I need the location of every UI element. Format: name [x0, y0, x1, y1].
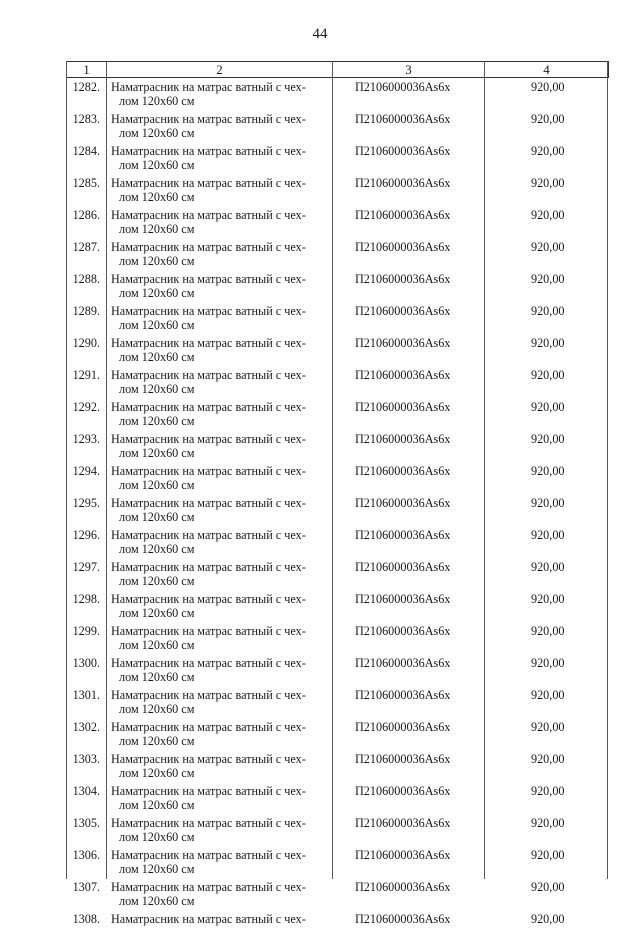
- item-price: 920,00: [485, 750, 609, 782]
- item-price: 920,00: [485, 878, 609, 910]
- row-number: 1287.: [67, 238, 107, 270]
- item-code: П2106000036Аs6х: [333, 622, 485, 654]
- item-name-line-1: Наматрасник на матрас ватный с чех-: [111, 624, 306, 638]
- column-header-3: 3: [333, 62, 485, 78]
- item-name-line-1: Наматрасник на матрас ватный с чех-: [111, 560, 306, 574]
- item-code: П2106000036Аs6х: [333, 526, 485, 558]
- item-price: 920,00: [485, 686, 609, 718]
- item-code: П2106000036Аs6х: [333, 590, 485, 622]
- item-name-line-2: лом 120х60 см: [111, 478, 332, 492]
- item-price: 920,00: [485, 206, 609, 238]
- item-name-line-1: Наматрасник на матрас ватный с чех-: [111, 784, 306, 798]
- table-row: [67, 558, 609, 590]
- item-name-line-2: лом 120х60 см: [111, 830, 332, 844]
- item-name-line-2: лом 120х60 см: [111, 190, 332, 204]
- item-price: 920,00: [485, 302, 609, 334]
- item-code: П2106000036Аs6х: [333, 686, 485, 718]
- item-name-line-2: лом 120х60 см: [111, 382, 332, 396]
- item-name-line-2: лом 120х60 см: [111, 286, 332, 300]
- item-code: П2106000036Аs6х: [333, 718, 485, 750]
- column-header-4: 4: [485, 62, 609, 78]
- row-number: 1292.: [67, 398, 107, 430]
- item-price: 920,00: [485, 174, 609, 206]
- item-name: [107, 270, 333, 302]
- item-price: 920,00: [485, 558, 609, 590]
- row-number: 1296.: [67, 526, 107, 558]
- item-name-line-2: лом 120х60 см: [111, 446, 332, 460]
- item-price: 920,00: [485, 846, 609, 878]
- row-number: 1306.: [67, 846, 107, 878]
- item-name: [107, 814, 333, 846]
- item-name: [107, 430, 333, 462]
- column-header-2: 2: [107, 62, 333, 78]
- item-code: П2106000036Аs6х: [333, 206, 485, 238]
- item-name-line-2: лом 120х60 см: [111, 574, 332, 588]
- item-price: 920,00: [485, 718, 609, 750]
- item-name-line-1: Наматрасник на матрас ватный с чех-: [111, 80, 306, 94]
- item-name: [107, 558, 333, 590]
- item-price: 920,00: [485, 782, 609, 814]
- item-name: [107, 718, 333, 750]
- item-name-line-2: лом 120х60 см: [111, 222, 332, 236]
- item-name-line-2: лом 120х60 см: [111, 318, 332, 332]
- item-price: 920,00: [485, 462, 609, 494]
- item-name-line-1: Наматрасник на матрас ватный с чех-: [111, 816, 306, 830]
- item-name-line-2: лом 120х60 см: [111, 254, 332, 268]
- row-number: 1293.: [67, 430, 107, 462]
- item-price: 920,00: [485, 270, 609, 302]
- table-row: [67, 238, 609, 270]
- item-price: 920,00: [485, 110, 609, 142]
- item-name-line-2: лом 120х60 см: [111, 510, 332, 524]
- table-row: [67, 622, 609, 654]
- row-number: 1283.: [67, 110, 107, 142]
- item-price: 920,00: [485, 910, 609, 942]
- item-name-line-2: лом 120х60 см: [111, 542, 332, 556]
- item-code: П2106000036Аs6х: [333, 430, 485, 462]
- row-number: 1295.: [67, 494, 107, 526]
- table-row: [67, 334, 609, 366]
- item-price: 920,00: [485, 622, 609, 654]
- item-name-line-2: лом 120х60 см: [111, 862, 332, 876]
- table-row: [67, 366, 609, 398]
- item-name-line-1: Наматрасник на матрас ватный с чех-: [111, 528, 306, 542]
- row-number: 1290.: [67, 334, 107, 366]
- item-name-line-1: Наматрасник на матрас ватный с чех-: [111, 368, 306, 382]
- item-price: 920,00: [485, 654, 609, 686]
- item-name: [107, 142, 333, 174]
- item-name-line-2: лом 120х60 см: [111, 798, 332, 812]
- item-name-line-2: лом 120х60 см: [111, 766, 332, 780]
- table-row: [67, 302, 609, 334]
- item-name: [107, 462, 333, 494]
- item-name-line-1: Наматрасник на матрас ватный с чех-: [111, 176, 306, 190]
- item-name: [107, 526, 333, 558]
- item-name-line-1: Наматрасник на матрас ватный с чех-: [111, 336, 306, 350]
- item-price: 920,00: [485, 590, 609, 622]
- item-name-line-1: Наматрасник на матрас ватный с чех-: [111, 432, 306, 446]
- item-name: [107, 590, 333, 622]
- table-row: [67, 686, 609, 718]
- row-number: 1288.: [67, 270, 107, 302]
- item-name-line-1: Наматрасник на матрас ватный с чех-: [111, 240, 306, 254]
- item-name-line-1: Наматрасник на матрас ватный с чех-: [111, 656, 306, 670]
- item-name: [107, 910, 333, 942]
- item-code: П2106000036Аs6х: [333, 366, 485, 398]
- item-code: П2106000036Аs6х: [333, 398, 485, 430]
- item-code: П2106000036Аs6х: [333, 878, 485, 910]
- item-name-line-1: Наматрасник на матрас ватный с чех-: [111, 688, 306, 702]
- table-row: [67, 270, 609, 302]
- item-name-line-2: лом 120х60 см: [111, 126, 332, 140]
- row-number: 1291.: [67, 366, 107, 398]
- row-number: 1308.: [67, 910, 107, 942]
- item-code: П2106000036Аs6х: [333, 174, 485, 206]
- item-name-line-1: Наматрасник на матрас ватный с чех-: [111, 496, 306, 510]
- table-row: [67, 782, 609, 814]
- item-name-line-1: Наматрасник на матрас ватный с чех-: [111, 848, 306, 862]
- table-row: [67, 430, 609, 462]
- item-name: [107, 238, 333, 270]
- item-name-line-1: Наматрасник на матрас ватный с чех-: [111, 304, 306, 318]
- row-number: 1305.: [67, 814, 107, 846]
- table-row: [67, 814, 609, 846]
- row-number: 1307.: [67, 878, 107, 910]
- item-code: П2106000036Аs6х: [333, 814, 485, 846]
- row-number: 1303.: [67, 750, 107, 782]
- item-code: П2106000036Аs6х: [333, 302, 485, 334]
- item-name-line-2: лом 120х60 см: [111, 638, 332, 652]
- row-number: 1286.: [67, 206, 107, 238]
- item-name-line-1: Наматрасник на матрас ватный с чех-: [111, 592, 306, 606]
- item-code: П2106000036Аs6х: [333, 110, 485, 142]
- item-price: 920,00: [485, 142, 609, 174]
- item-price: 920,00: [485, 366, 609, 398]
- item-name-line-2: лом 120х60 см: [111, 702, 332, 716]
- items-table: [66, 61, 609, 942]
- row-number: 1297.: [67, 558, 107, 590]
- item-price: 920,00: [485, 526, 609, 558]
- item-name: [107, 686, 333, 718]
- item-price: 920,00: [485, 334, 609, 366]
- item-name-line-1: Наматрасник на матрас ватный с чех-: [111, 880, 306, 894]
- item-name: [107, 782, 333, 814]
- item-name: [107, 366, 333, 398]
- item-name-line-2: лом 120х60 см: [111, 414, 332, 428]
- item-name: [107, 398, 333, 430]
- table-row: [67, 142, 609, 174]
- table-row: [67, 494, 609, 526]
- row-number: 1299.: [67, 622, 107, 654]
- item-name-line-1: Наматрасник на матрас ватный с чех-: [111, 400, 306, 414]
- row-number: 1294.: [67, 462, 107, 494]
- item-name-line-2: лом 120х60 см: [111, 894, 332, 908]
- table-header-row: [67, 62, 609, 78]
- item-code: П2106000036Аs6х: [333, 78, 485, 111]
- item-name: [107, 494, 333, 526]
- item-name-line-1: Наматрасник на матрас ватный с чех-: [111, 464, 306, 478]
- item-name-line-2: лом 120х60 см: [111, 670, 332, 684]
- table-row: [67, 718, 609, 750]
- item-name-line-2: лом 120х60 см: [111, 606, 332, 620]
- item-name-line-2: лом 120х60 см: [111, 734, 332, 748]
- item-name: [107, 846, 333, 878]
- item-code: П2106000036Аs6х: [333, 142, 485, 174]
- item-code: П2106000036Аs6х: [333, 270, 485, 302]
- row-number: 1301.: [67, 686, 107, 718]
- item-price: 920,00: [485, 398, 609, 430]
- item-name: [107, 78, 333, 111]
- item-code: П2106000036Аs6х: [333, 910, 485, 942]
- item-name: [107, 878, 333, 910]
- item-name-line-1: Наматрасник на матрас ватный с чех-: [111, 912, 306, 926]
- row-number: 1298.: [67, 590, 107, 622]
- item-name-line-1: Наматрасник на матрас ватный с чех-: [111, 112, 306, 126]
- item-price: 920,00: [485, 430, 609, 462]
- item-name: [107, 110, 333, 142]
- table-row: [67, 846, 609, 878]
- item-name: [107, 622, 333, 654]
- item-name: [107, 654, 333, 686]
- item-price: 920,00: [485, 78, 609, 111]
- item-name: [107, 334, 333, 366]
- item-name-line-1: Наматрасник на матрас ватный с чех-: [111, 208, 306, 222]
- item-code: П2106000036Аs6х: [333, 846, 485, 878]
- table-row: [67, 590, 609, 622]
- item-name-line-1: Наматрасник на матрас ватный с чех-: [111, 272, 306, 286]
- item-name: [107, 174, 333, 206]
- item-name-line-2: лом 120х60 см: [111, 350, 332, 364]
- column-header-1: 1: [67, 62, 107, 78]
- item-code: П2106000036Аs6х: [333, 334, 485, 366]
- table-row: [67, 750, 609, 782]
- row-number: 1304.: [67, 782, 107, 814]
- item-code: П2106000036Аs6х: [333, 558, 485, 590]
- row-number: 1282.: [67, 78, 107, 111]
- item-price: 920,00: [485, 494, 609, 526]
- row-number: 1302.: [67, 718, 107, 750]
- item-price: 920,00: [485, 814, 609, 846]
- table-row: [67, 174, 609, 206]
- item-code: П2106000036Аs6х: [333, 750, 485, 782]
- item-name-line-1: Наматрасник на матрас ватный с чех-: [111, 720, 306, 734]
- item-code: П2106000036Аs6х: [333, 654, 485, 686]
- item-name-line-2: лом 120х60 см: [111, 94, 332, 108]
- table-row: [67, 206, 609, 238]
- row-number: 1284.: [67, 142, 107, 174]
- item-name: [107, 206, 333, 238]
- item-name-line-2: лом 120х60 см: [111, 158, 332, 172]
- item-name-line-1: Наматрасник на матрас ватный с чех-: [111, 752, 306, 766]
- item-code: П2106000036Аs6х: [333, 494, 485, 526]
- page-number: 44: [0, 26, 640, 43]
- table-row: [67, 110, 609, 142]
- table-row: [67, 878, 609, 910]
- row-number: 1289.: [67, 302, 107, 334]
- table-body: [67, 78, 609, 942]
- table-row: [67, 654, 609, 686]
- item-name: [107, 750, 333, 782]
- table-row: [67, 462, 609, 494]
- item-name: [107, 302, 333, 334]
- row-number: 1285.: [67, 174, 107, 206]
- item-code: П2106000036Аs6х: [333, 462, 485, 494]
- item-code: П2106000036Аs6х: [333, 782, 485, 814]
- item-price: 920,00: [485, 238, 609, 270]
- table-row: [67, 910, 609, 942]
- table-row: [67, 526, 609, 558]
- item-code: П2106000036Аs6х: [333, 238, 485, 270]
- table-row: [67, 78, 609, 111]
- table-row: [67, 398, 609, 430]
- item-name-line-1: Наматрасник на матрас ватный с чех-: [111, 144, 306, 158]
- row-number: 1300.: [67, 654, 107, 686]
